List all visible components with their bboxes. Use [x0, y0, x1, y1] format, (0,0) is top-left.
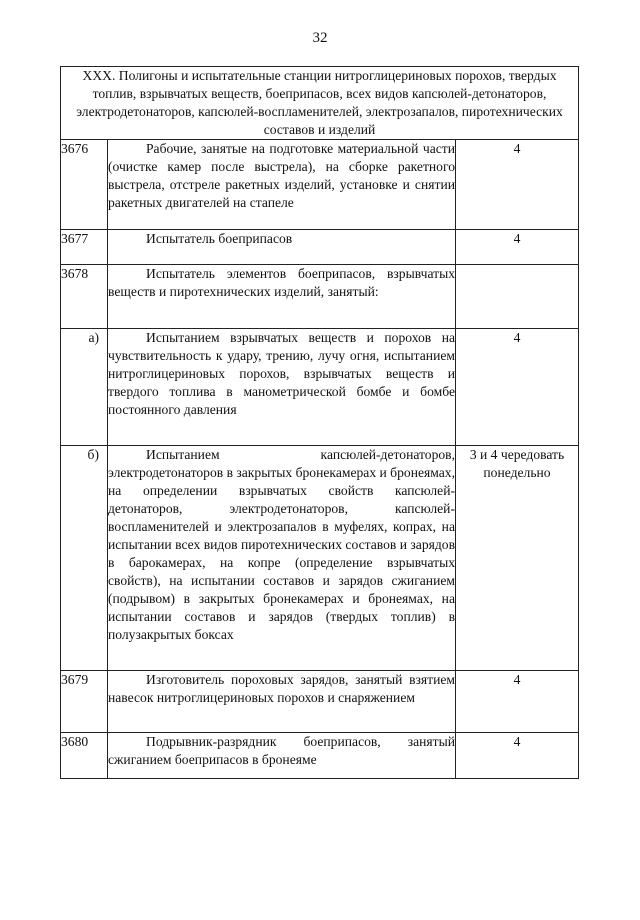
row-description: Изготовитель пороховых зарядов, занятый взятием навесок нитроглицериновых порохов и снаряжением [108, 671, 456, 733]
table-row [61, 329, 579, 446]
document-table [60, 66, 579, 779]
row-number: 3680 [61, 733, 108, 779]
table-row [61, 265, 579, 329]
row-value: 3 и 4 чередовать понедельно [456, 446, 579, 671]
section-header-row [61, 67, 579, 140]
row-number: а) [61, 329, 108, 446]
page-number: 32 [312, 30, 328, 46]
row-number: 3679 [61, 671, 108, 733]
table-row [61, 140, 579, 230]
table-row [61, 446, 579, 671]
row-value: 4 [456, 140, 579, 230]
table-row [61, 230, 579, 265]
row-value: 4 [456, 671, 579, 733]
row-number: б) [61, 446, 108, 671]
row-description: Испытатель элементов боеприпасов, взрывчатых веществ и пиротехнических изделий, занятый: [108, 265, 456, 329]
row-value: 4 [456, 329, 579, 446]
row-description: Рабочие, занятые на подготовке материальной части (очистке камер после выстрела), на сборке ракетного выстрела, отстреле ракетных изделий, установке и снятии ракетных двигателей на стапеле [108, 140, 456, 230]
row-description: Испытанием капсюлей-детонаторов, электродетонаторов в закрытых бронекамерах и бронеямах, на определении взрывчатых свойств капсюлей-детонаторов, электродетонаторов, капсюлей-воспламенителей и электрозапалов в муфелях, копрах, на испытании всех видов пиротехнических составов и зарядов в барокамерах, на копре (определение взрывчатых свойств), на испытании составов и зарядов сжиганием (подрывом) в закрытых бронекамерах и бронеямах, на испытании составов и зарядов (твердых топлив) в полузакрытых боксах [108, 446, 456, 671]
table-row [61, 733, 579, 779]
row-value [456, 265, 579, 329]
row-value: 4 [456, 230, 579, 265]
row-description: Испытанием взрывчатых веществ и порохов на чувствительность к удару, трению, лучу огня, испытанием нитроглицериновых порохов, взрывчатых веществ и твердого топлива в манометрической бомбе и бомбе постоянного давления [108, 329, 456, 446]
row-number: 3677 [61, 230, 108, 265]
row-description: Подрывник-разрядник боеприпасов, занятый сжиганием боеприпасов в бронеяме [108, 733, 456, 779]
row-number: 3678 [61, 265, 108, 329]
row-description: Испытатель боеприпасов [108, 230, 456, 265]
table-row [61, 671, 579, 733]
row-value: 4 [456, 733, 579, 779]
row-number: 3676 [61, 140, 108, 230]
section-title: XXX. Полигоны и испытательные станции нитроглицериновых порохов, твердых топлив, взрывчатых веществ, боеприпасов, всех видов капсюлей-детонаторов, электродетонаторов, капсюлей-воспламенителей, электрозапалов, пиротехнических составов и изделий [61, 67, 579, 140]
